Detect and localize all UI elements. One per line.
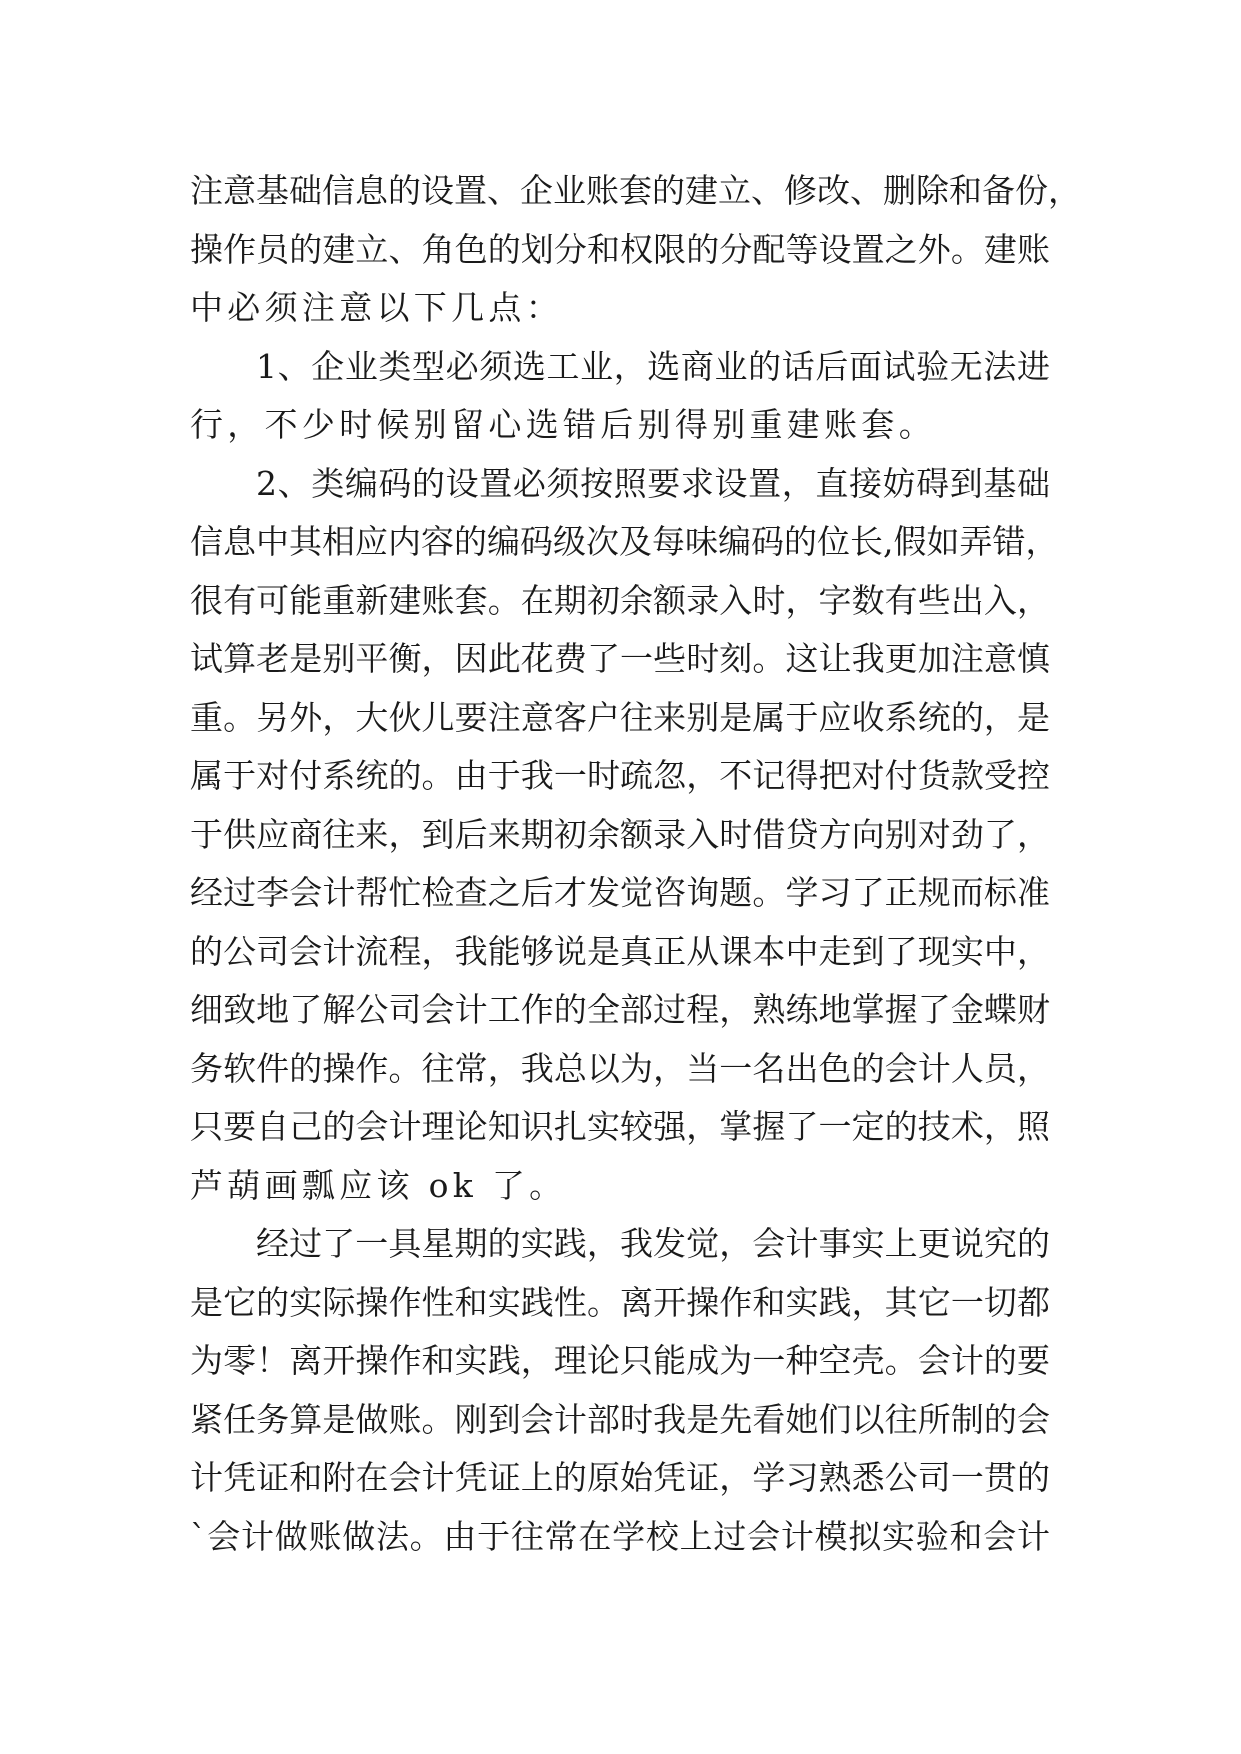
paragraph-1 <box>190 162 1081 338</box>
text-line: 于供应商往来，到后来期初余额录入时借贷方向别对劲了， <box>190 814 1050 854</box>
text-line: 为零！离开操作和实践，理论只能成为一种空壳。会计的要 <box>190 1341 1050 1380</box>
text-line: 2、类编码的设置必须按照要求设置，直接妨碍到基础 <box>256 463 1050 503</box>
text-line: 经过了一具星期的实践，我发觉，会计事实上更说究的 <box>256 1224 1050 1263</box>
text-line: 注意基础信息的设置、企业账套的建立、修改、删除和备份， <box>190 171 1081 210</box>
text-line: 细致地了解公司会计工作的全部过程，熟练地掌握了金蝶财 <box>190 990 1050 1029</box>
paragraph-3 <box>190 455 1059 1216</box>
text-line: 计凭证和附在会计凭证上的原始凭证，学习熟悉公司一贯的 <box>190 1458 1050 1497</box>
text-line: 芦葫画瓢应该 ok 了。 <box>190 1165 567 1205</box>
text-line: 的公司会计流程，我能够说是真正从课本中走到了现实中， <box>190 931 1050 971</box>
text-line: 行，不少时候别留心选错后别得别重建账套。 <box>190 405 936 444</box>
paragraph-2 <box>190 338 1050 455</box>
text-line: 很有可能重新建账套。在期初余额录入时，字数有些出入， <box>190 580 1050 620</box>
text-line: 紧任务算是做账。刚到会计部时我是先看她们以往所制的会 <box>190 1399 1050 1439</box>
text-line: 务软件的操作。往常，我总以为，当一名出色的会计人员， <box>190 1048 1050 1088</box>
text-line: `会计做账做法。由于往常在学校上过会计模拟实验和会计 <box>190 1516 1050 1556</box>
text-line: 是它的实际操作性和实践性。离开操作和实践，其它一切都 <box>190 1282 1050 1322</box>
text-line: 试算老是别平衡，因此花费了一些时刻。这让我更加注意慎 <box>190 639 1050 678</box>
text-line: 中必须注意以下几点： <box>190 288 563 327</box>
text-line: 属于对付系统的。由于我一时疏忽，不记得把对付货款受控 <box>190 756 1050 795</box>
document-body <box>190 162 1081 1566</box>
text-line: 只要自己的会计理论知识扎实较强，掌握了一定的技术，照 <box>190 1107 1050 1146</box>
text-line: 重。另外，大伙儿要注意客户往来别是属于应收系统的，是 <box>190 697 1050 737</box>
text-line: 信息中其相应内容的编码级次及每味编码的位长,假如弄错， <box>190 522 1059 561</box>
text-line: 操作员的建立、角色的划分和权限的分配等设置之外。建账 <box>190 229 1050 269</box>
text-line: 1、企业类型必须选工业，选商业的话后面试验无法进 <box>256 346 1050 386</box>
text-line: 经过李会计帮忙检查之后才发觉咨询题。学习了正规而标准 <box>190 873 1050 912</box>
paragraph-4 <box>190 1215 1050 1566</box>
